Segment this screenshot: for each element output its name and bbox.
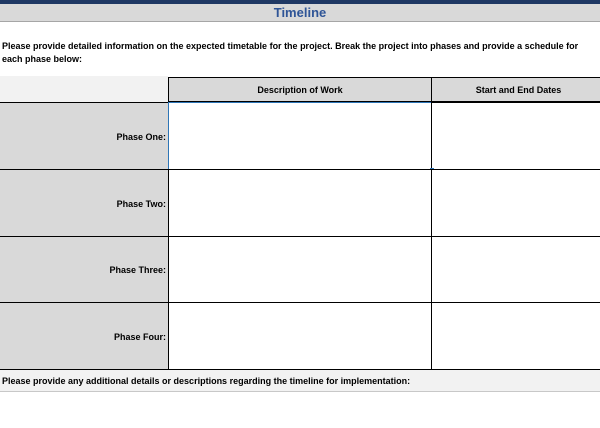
header-spacer-cell [0,76,168,102]
phase-label-two: Phase Two: [0,169,169,237]
phase-two-description-cell[interactable] [168,169,432,237]
phase-two-dates-cell[interactable] [431,169,600,237]
phase-label-three: Phase Three: [0,236,169,303]
phase-three-description-cell[interactable] [168,236,432,303]
title-bar [0,4,600,22]
phase-one-description-cell[interactable] [168,102,432,170]
intro-instructions: Please provide detailed information on the expected timetable for the project. Break the project into phases and provide a schedule for each phase below: [2,41,579,64]
page-title: Timeline [273,5,327,20]
additional-details-prompt: Please provide any additional details or descriptions regarding the timeline for implementation: [0,369,600,392]
phase-one-dates-cell[interactable] [431,102,600,170]
phase-four-dates-cell[interactable] [431,302,600,370]
column-header-description: Description of Work [168,77,432,102]
phase-label-one: Phase One: [0,102,169,170]
phase-four-description-cell[interactable] [168,302,432,370]
phase-three-dates-cell[interactable] [431,236,600,303]
column-header-dates: Start and End Dates [431,77,600,102]
phase-label-four: Phase Four: [0,302,169,370]
